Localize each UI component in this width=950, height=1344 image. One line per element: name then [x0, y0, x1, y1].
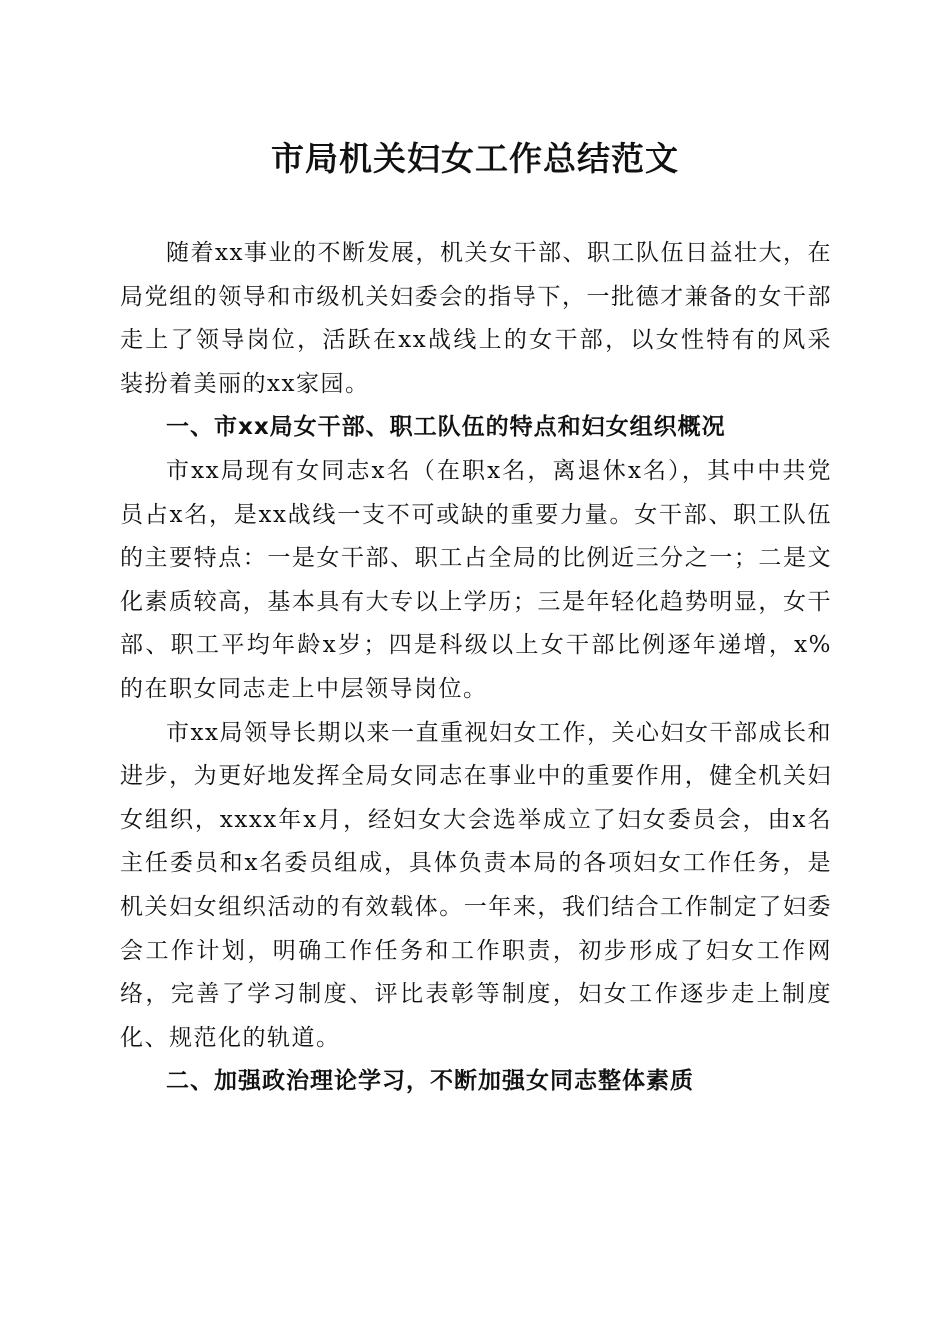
section-heading-2: 二、加强政治理论学习，不断加强女同志整体素质	[166, 1068, 694, 1095]
section-1-paragraph-2: 市xx局领导长期以来一直重视妇女工作，关心妇女干部成长和进步，为更好地发挥全局女同志在事业中的重要作用，健全机关妇女组织，xxxx年x月，经妇女大会选举成立了妇女委员会，由x名主任委员和x名委员组成，具体负责本局的各项妇女工作任务，是机关妇女组织活动的有效载体。一年来，我们结合工作制定了妇委会工作计划，明确工作任务和工作职责，初步形成了妇女工作网络，完善了学习制度、评比表彰等制度，妇女工作逐步走上制度化、规范化的轨道。	[120, 719, 832, 1051]
section-1-paragraph-1: 市xx局现有女同志x名（在职x名，离退休x名），其中中共党员占x名，是xx战线一支不可或缺的重要力量。女干部、职工队伍的主要特点：一是女干部、职工占全局的比例近三分之一；二是文化素质较高，基本具有大专以上学历；三是年轻化趋势明显，女干部、职工平均年龄x岁；四是科级以上女干部比例逐年递增，x%的在职女同志走上中层领导岗位。	[120, 457, 832, 702]
document-title: 市局机关妇女工作总结范文	[271, 139, 679, 178]
document-body	[120, 232, 832, 1104]
intro-paragraph: 随着xx事业的不断发展，机关女干部、职工队伍日益壮大，在局党组的领导和市级机关妇委会的指导下，一批德才兼备的女干部走上了领导岗位，活跃在xx战线上的女干部，以女性特有的风采装扮着美丽的xx家园。	[120, 240, 832, 397]
section-heading-1: 一、市xx局女干部、职工队伍的特点和妇女组织概况	[166, 414, 726, 441]
